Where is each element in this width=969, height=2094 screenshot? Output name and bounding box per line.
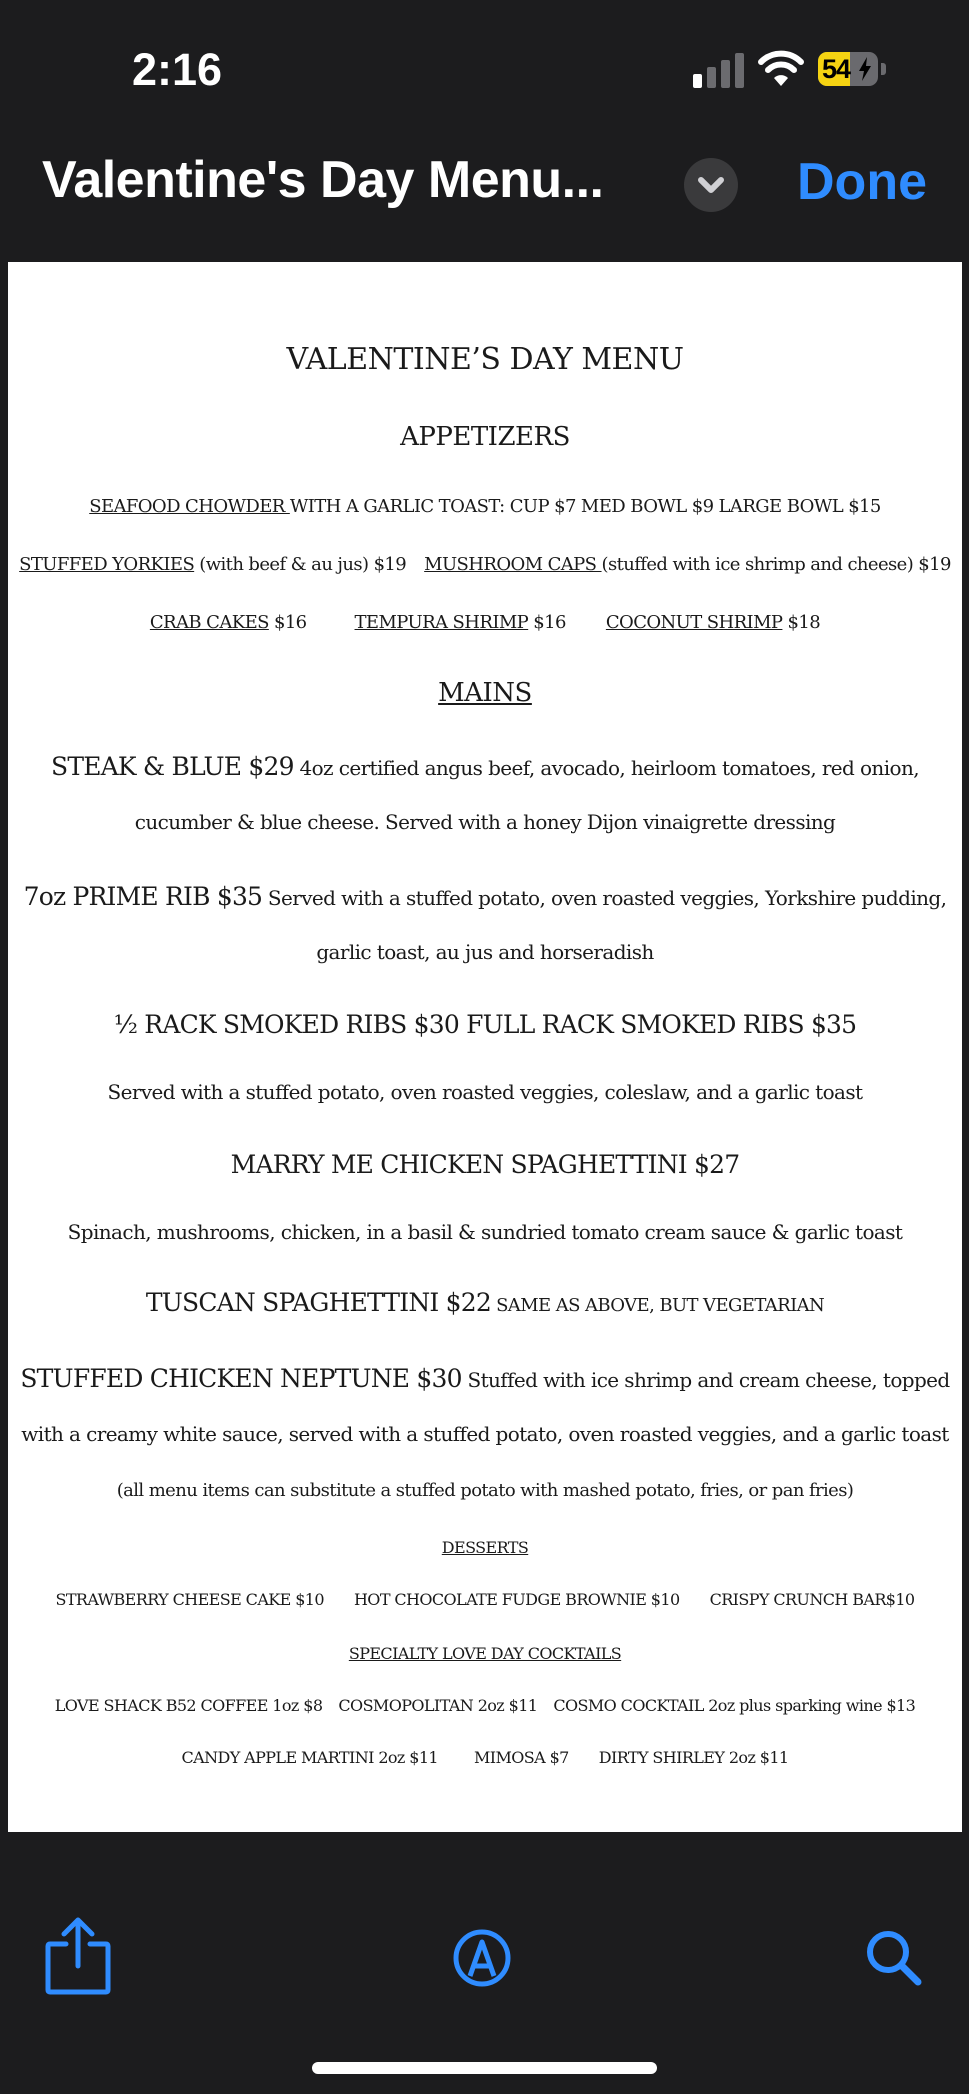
main-item-description: garlic toast, au jus and horseradish	[316, 940, 654, 964]
appetizers-row-2	[8, 554, 962, 575]
appetizer-item-price: $16	[528, 612, 566, 633]
appetizer-item-details: (stuffed with ice shrimp and cheese) $19	[601, 554, 951, 575]
main-item-name: 7oz PRIME RIB $35	[23, 882, 263, 911]
desserts-heading: DESSERTS	[441, 1538, 529, 1557]
appetizer-item-details: WITH A GARLIC TOAST: CUP $7 MED BOWL $9 LARGE BOWL $15	[289, 496, 881, 517]
cocktail-item: CANDY APPLE MARTINI 2oz $11	[181, 1748, 438, 1767]
main-item-name: TUSCAN SPAGHETTINI $22	[145, 1288, 491, 1317]
status-bar	[0, 0, 969, 140]
main-item-steak	[8, 752, 962, 781]
main-item-tuscan	[8, 1288, 962, 1317]
title-menu-button[interactable]	[684, 158, 738, 212]
battery-icon	[818, 52, 888, 86]
chevron-down-icon	[684, 158, 738, 212]
appetizer-item-price: $16	[268, 612, 307, 633]
appetizer-item-price: $18	[782, 612, 821, 633]
document-title[interactable]: Valentine's Day Menu...	[42, 151, 604, 209]
dessert-item: CRISPY CRUNCH BAR$10	[709, 1590, 915, 1609]
cocktails-row-2	[8, 1748, 962, 1767]
substitution-note: (all menu items can substitute a stuffed potato with mashed potato, fries, or pan fries)	[116, 1480, 854, 1501]
dessert-item: STRAWBERRY CHEESE CAKE $10	[55, 1590, 324, 1609]
main-item-name: STUFFED CHICKEN NEPTUNE $30	[20, 1364, 462, 1393]
appetizer-item-name: CRAB CAKES	[149, 612, 269, 633]
appetizer-item-details: (with beef & au jus) $19	[194, 554, 407, 575]
main-item-ribs: ½ RACK SMOKED RIBS $30 FULL RACK SMOKED RIBS $35	[113, 1010, 857, 1039]
cocktail-item: LOVE SHACK B52 COFFEE 1oz $8	[54, 1696, 323, 1715]
appetizers-row-3	[8, 612, 962, 633]
appetizers-row-1	[8, 496, 962, 517]
main-item-description: cucumber & blue cheese. Served with a honey Dijon vinaigrette dressing	[134, 810, 836, 834]
main-item-description: Served with a stuffed potato, oven roasted veggies, coleslaw, and a garlic toast	[107, 1080, 863, 1104]
battery-percentage: 54	[822, 54, 851, 84]
main-item-description: with a creamy white sauce, served with a stuffed potato, oven roasted veggies, and a garlic toast	[21, 1422, 949, 1446]
main-item-neptune	[8, 1364, 962, 1393]
cocktails-row-1	[8, 1696, 962, 1715]
charging-bolt-icon	[858, 57, 872, 81]
search-icon[interactable]	[864, 1928, 924, 1988]
main-item-description: 4oz certified angus beef, avocado, heirloom tomatoes, red onion,	[293, 756, 919, 780]
document-page	[8, 262, 962, 1832]
cocktail-item: COSMO COCKTAIL 2oz plus sparking wine $13	[553, 1696, 916, 1715]
menu-title: VALENTINE’S DAY MENU	[286, 342, 684, 377]
appetizer-item-name: TEMPURA SHRIMP	[354, 612, 529, 633]
bottom-toolbar	[0, 1832, 969, 2094]
main-item-prime-rib	[8, 882, 962, 911]
cocktail-item: DIRTY SHIRLEY 2oz $11	[598, 1748, 789, 1767]
mains-heading: MAINS	[438, 678, 532, 708]
status-time: 2:16	[132, 44, 223, 95]
dessert-item: HOT CHOCOLATE FUDGE BROWNIE $10	[353, 1590, 680, 1609]
markup-icon[interactable]	[452, 1928, 512, 1988]
main-item-description: Served with a stuffed potato, oven roasted veggies, Yorkshire pudding,	[262, 886, 947, 910]
cocktail-item: MIMOSA $7	[474, 1748, 569, 1767]
appetizer-item-name: STUFFED YORKIES	[19, 554, 195, 575]
cocktails-heading: SPECIALTY LOVE DAY COCKTAILS	[348, 1644, 622, 1663]
home-indicator[interactable]	[312, 2062, 657, 2074]
main-item-name: STEAK & BLUE $29	[51, 752, 294, 781]
done-button[interactable]: Done	[797, 153, 927, 211]
cellular-signal-icon	[693, 52, 745, 88]
appetizer-item-name: MUSHROOM CAPS	[424, 554, 602, 575]
navigation-bar	[0, 140, 969, 262]
appetizer-item-name: SEAFOOD CHOWDER	[89, 496, 290, 517]
main-item-description: SAME AS ABOVE, BUT VEGETARIAN	[490, 1295, 825, 1316]
main-item-description: Spinach, mushrooms, chicken, in a basil & sundried tomato cream sauce & garlic toast	[67, 1220, 903, 1244]
share-icon[interactable]	[44, 1916, 112, 1996]
desserts-row	[8, 1590, 962, 1609]
appetizer-item-name: COCONUT SHRIMP	[605, 612, 783, 633]
wifi-icon	[758, 48, 804, 88]
main-item-marry-me-chicken: MARRY ME CHICKEN SPAGHETTINI $27	[230, 1150, 740, 1179]
appetizers-heading: APPETIZERS	[400, 422, 570, 452]
cocktail-item: COSMOPOLITAN 2oz $11	[338, 1696, 538, 1715]
main-item-description: Stuffed with ice shrimp and cream cheese, topped	[461, 1368, 950, 1392]
